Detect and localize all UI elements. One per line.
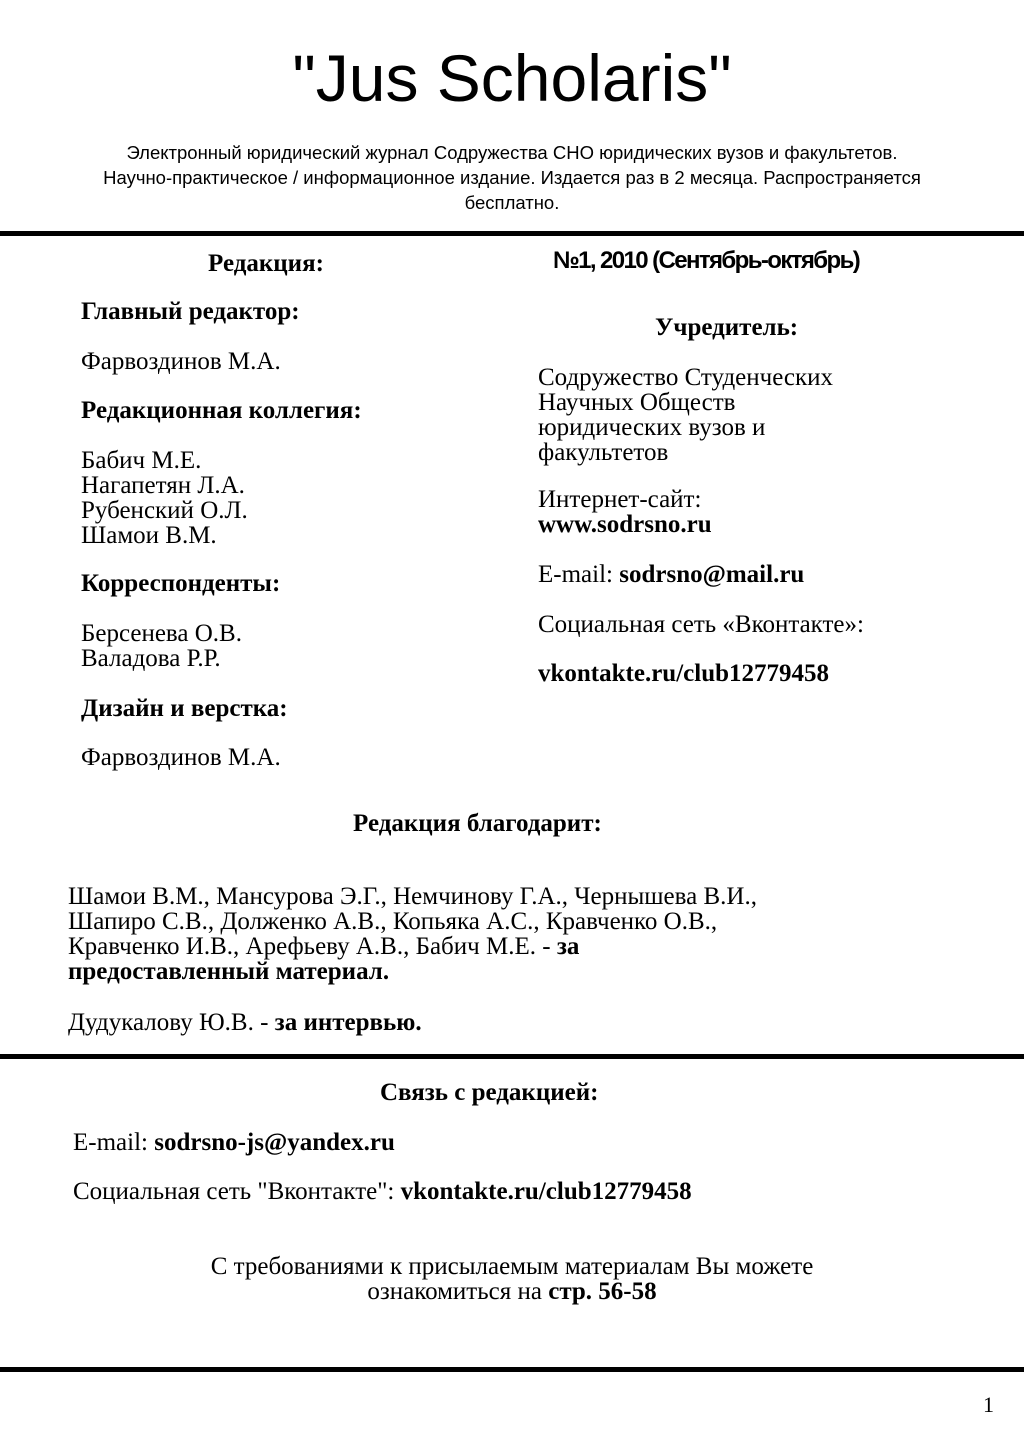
design-label: Дизайн и верстка: bbox=[81, 695, 288, 722]
description-line: бесплатно. bbox=[464, 192, 560, 213]
requirements-note bbox=[0, 1254, 1024, 1304]
correspondents-label: Корреспонденты: bbox=[81, 570, 281, 597]
journal-description bbox=[14, 140, 1010, 215]
email-label: E-mail: bbox=[73, 1129, 155, 1156]
thanks-names: Дудукалову Ю.В. - bbox=[68, 1009, 275, 1036]
email-label: E-mail: bbox=[538, 561, 620, 588]
founder-line: Содружество Студенческих bbox=[538, 364, 834, 391]
correspondents-list bbox=[81, 621, 242, 671]
social-label: Социальная сеть "Вконтакте": bbox=[73, 1178, 401, 1205]
site-link[interactable] bbox=[538, 512, 712, 537]
social-url[interactable]: vkontakte.ru/club12779458 bbox=[538, 660, 830, 687]
issue-number: №1, 2010 (Сентябрь-октябрь) bbox=[553, 247, 860, 274]
thanks-reason: за интервью. bbox=[274, 1009, 422, 1036]
thanks-line: Шамои В.М., Мансурова Э.Г., Немчинову Г.А., Чернышева В.И., bbox=[68, 883, 757, 910]
correspondent: Валадова Р.Р. bbox=[81, 645, 221, 672]
thanks-line: Шапиро С.В., Долженко А.В., Копьяка А.С., Кравченко О.В., bbox=[68, 908, 718, 935]
email-link[interactable]: sodrsno-js@yandex.ru bbox=[154, 1129, 395, 1156]
requirements-line bbox=[0, 1279, 1024, 1304]
email-link[interactable]: sodrsno@mail.ru bbox=[619, 561, 805, 588]
social-link[interactable] bbox=[538, 661, 829, 686]
founder-name bbox=[538, 365, 833, 465]
requirements-pages: стр. 56-58 bbox=[548, 1278, 657, 1305]
founder-heading: Учредитель: bbox=[655, 314, 799, 341]
board-member: Рубенский О.Л. bbox=[81, 497, 248, 524]
social-link[interactable]: vkontakte.ru/club12779458 bbox=[400, 1178, 692, 1205]
thanks-names: Кравченко И.В., Арефьеву А.В., Бабич М.Е. - bbox=[68, 933, 557, 960]
contact-heading: Связь с редакцией: bbox=[380, 1079, 599, 1106]
chief-editor-label: Главный редактор: bbox=[81, 298, 300, 325]
thanks-reason: за bbox=[556, 933, 580, 960]
requirements-text: ознакомиться на bbox=[367, 1278, 549, 1305]
thanks-reason: предоставленный материал. bbox=[68, 958, 390, 985]
founder-line: Научных Обществ bbox=[538, 389, 736, 416]
thanks-heading: Редакция благодарит: bbox=[353, 810, 602, 837]
design-name: Фарвоздинов М.А. bbox=[81, 744, 281, 771]
site-url[interactable]: www.sodrsno.ru bbox=[538, 511, 712, 538]
social-label: Социальная сеть «Вконтакте»: bbox=[538, 611, 864, 638]
contact-social bbox=[73, 1179, 692, 1204]
thanks-line bbox=[68, 959, 757, 984]
editorial-heading: Редакция: bbox=[208, 250, 324, 277]
thanks-interview bbox=[68, 1010, 422, 1035]
divider-top bbox=[0, 231, 1024, 236]
description-line: Научно-практическое / информационное издание. Издается раз в 2 месяца. Распространяется bbox=[103, 167, 921, 188]
thanks-line bbox=[68, 934, 757, 959]
board-member: Нагапетян Л.А. bbox=[81, 472, 245, 499]
divider-bottom bbox=[0, 1367, 1024, 1372]
journal-title: "Jus Scholaris" bbox=[292, 41, 732, 115]
board-list bbox=[81, 448, 248, 548]
requirements-line: С требованиями к присылаемым материалам Вы можете bbox=[210, 1253, 814, 1280]
founder-line: факультетов bbox=[538, 439, 669, 466]
page-number: 1 bbox=[983, 1392, 994, 1417]
site-label: Интернет-сайт: bbox=[538, 486, 702, 513]
founder-line: юридических вузов и bbox=[538, 414, 766, 441]
description-line: Электронный юридический журнал Содружества СНО юридических вузов и факультетов. bbox=[126, 142, 898, 163]
board-member: Бабич М.Е. bbox=[81, 447, 202, 474]
correspondent: Берсенева О.В. bbox=[81, 620, 242, 647]
thanks-list bbox=[68, 884, 757, 984]
founder-email bbox=[538, 562, 804, 587]
chief-editor-name: Фарвоздинов М.А. bbox=[81, 348, 281, 375]
board-member: Шамои В.М. bbox=[81, 522, 217, 549]
board-label: Редакционная коллегия: bbox=[81, 397, 362, 424]
divider-middle bbox=[0, 1054, 1024, 1059]
contact-email bbox=[73, 1130, 395, 1155]
